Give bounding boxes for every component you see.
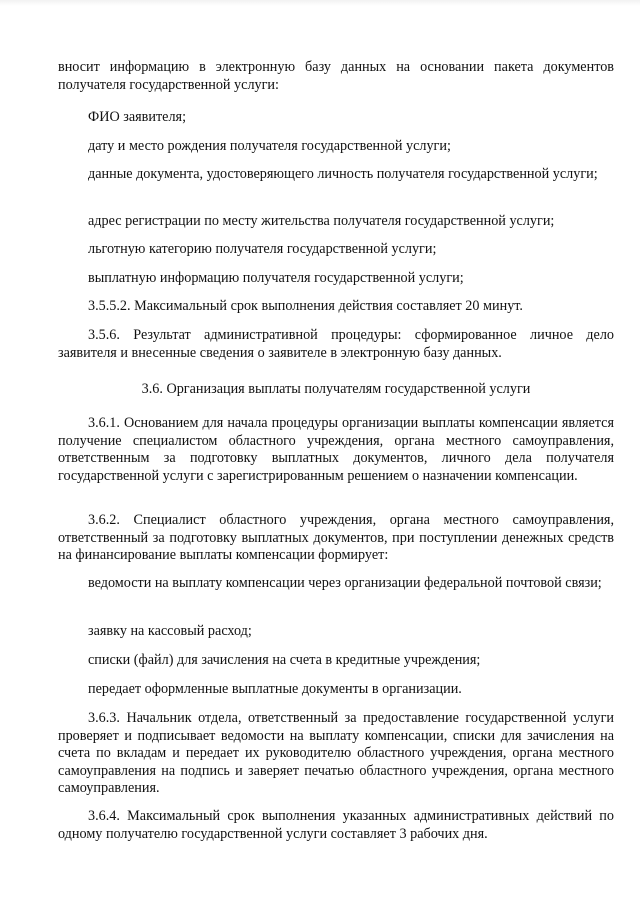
paragraph-3-5-6: 3.5.6. Результат административной процедуры: сформированное личное дело заявителя и внесенные сведения о заявителе в электронную базу данных. bbox=[58, 327, 614, 361]
paragraph-3-6-1: 3.6.1. Основанием для начала процедуры организации выплаты компенсации является получение специалистом областного учреждения, органа местного самоуправления, ответственным за подготовку выплатных документов, личного дела получателя государственной услуги с зарегистрированным решением о назначении компенсации. bbox=[58, 415, 614, 484]
list-item-address: адрес регистрации по месту жительства получателя государственной услуги; bbox=[88, 213, 555, 229]
list-item-statements: ведомости на выплату компенсации через организации федеральной почтовой связи; bbox=[88, 575, 602, 591]
paragraph-intro: вносит информацию в электронную базу данных на основании пакета документов получателя государственной услуги: bbox=[58, 59, 614, 93]
list-item-cash-request: заявку на кассовый расход; bbox=[88, 623, 252, 639]
list-item-fio: ФИО заявителя; bbox=[88, 109, 187, 125]
paragraph-3-6-3: 3.6.3. Начальник отдела, ответственный за предоставление государственной услуги проверяет и подписывает ведомости на выплату компенсации, списки для зачисления на счета по вкладам и передает их руководителю областного учреждения, органа местного самоуправления на подпись и заверяет печатью областного учреждения, органа местного самоуправления. bbox=[58, 710, 614, 796]
list-item-payment-info: выплатную информацию получателя государственной услуги; bbox=[88, 270, 464, 286]
paragraph-3-6-2: 3.6.2. Специалист областного учреждения, органа местного самоуправления, ответственный за подготовку выплатных документов, при поступлении денежных средств на финансирование выплаты компенсации формирует: bbox=[58, 512, 614, 563]
list-item-category: льготную категорию получателя государственной услуги; bbox=[88, 241, 437, 257]
list-item-transfer-docs: передает оформленные выплатные документы в организации. bbox=[88, 681, 462, 697]
list-item-birth: дату и место рождения получателя государственной услуги; bbox=[88, 138, 451, 154]
list-item-bank-lists: списки (файл) для зачисления на счета в кредитные учреждения; bbox=[88, 652, 481, 668]
list-item-id-document: данные документа, удостоверяющего личность получателя государственной услуги; bbox=[88, 166, 598, 182]
paragraph-3-6-4: 3.6.4. Максимальный срок выполнения указанных административных действий по одному получателю государственной услуги составляет 3 рабочих дня. bbox=[58, 808, 614, 842]
paragraph-3-5-5-2: 3.5.5.2. Максимальный срок выполнения действия составляет 20 минут. bbox=[88, 298, 523, 314]
scan-edge bbox=[0, 0, 640, 6]
section-heading-3-6: 3.6. Организация выплаты получателям государственной услуги bbox=[141, 381, 531, 397]
